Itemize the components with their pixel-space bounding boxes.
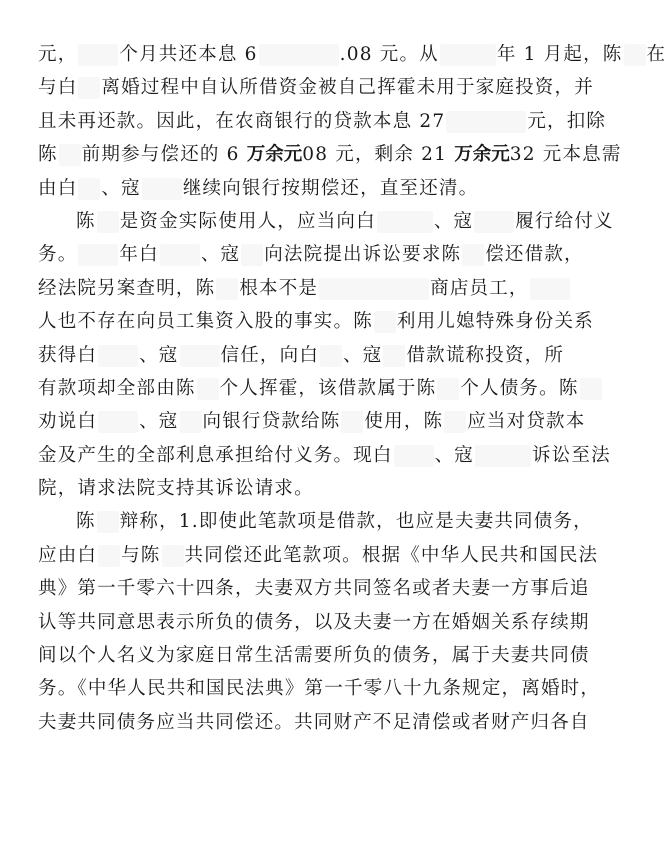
redaction-block [142,178,182,200]
text-segment: 、寇 [433,210,474,232]
text-segment: 且未再还款。因此，在农商银行的贷款本息 27 [38,110,446,132]
text-line [38,138,622,171]
redaction-block [59,144,81,166]
redaction-block [320,345,342,367]
text-segment: 、寇 [139,344,179,366]
text-segment: 个人债务。陈 [460,377,579,399]
text-line [38,339,602,372]
text-segment: 人也不存在向员工集资入股的事实。陈 [38,311,373,333]
redaction-block [160,244,200,266]
redaction-block [475,445,531,467]
redaction-block [197,378,219,400]
redaction-block [474,211,514,233]
text-line [38,105,607,138]
text-segment: 院，请求法院支持其诉讼请求。 [38,478,314,500]
text-line [38,238,602,271]
text-segment: 离婚过程中自认所借资金被自己挥霍未用于家庭投资，并 [101,77,594,99]
overlay-label: 万余元 [246,144,303,166]
text-line [38,439,611,472]
text-segment: 元，扣除 [527,110,607,132]
text-segment: 获得白 [38,344,98,366]
text-segment: 08 元，剩余 21 [302,144,455,166]
text-segment: 金及产生的全部利息承担给付义务。现白 [38,444,393,466]
text-segment: 向银行贷款给陈 [202,411,341,433]
text-line [38,505,602,538]
text-segment: 使用，陈 [364,411,444,433]
text-segment: 典》第一千零六十四条，夫妻双方共同签名或者夫妻一方事后追 [38,578,590,600]
text-segment: 务。《中华人民共和国民法典》第一千零八十九条规定，离婚时， [38,678,601,700]
text-segment: 、寇 [200,244,241,266]
redaction-block [78,44,118,66]
text-line [38,305,602,338]
redaction-block [377,211,433,233]
redaction-block [462,244,484,266]
text-segment: 32 元本息需 [509,144,622,166]
text-segment: 与陈 [121,544,161,566]
redaction-block [180,411,202,433]
redaction-block [394,445,434,467]
redaction-block [180,345,220,367]
text-segment: 借款谎称投资，所 [406,344,565,366]
redaction-block [580,378,602,400]
text-segment: 利用儿媳特殊身份关系 [396,311,594,333]
text-segment: 前期参与偿还的 6 [81,144,247,166]
text-line [38,38,666,71]
text-segment: 陈 [38,144,58,166]
redaction-block [98,345,138,367]
redaction-block [444,411,466,433]
redaction-block [241,244,263,266]
text-segment: 根本不是 [239,277,319,299]
redaction-block [383,345,405,367]
redaction-block [97,211,119,233]
text-line [38,172,602,205]
text-segment: .08 元。从 [339,44,439,65]
text-segment: 劝说白 [38,411,98,433]
text-segment: 陈 [76,210,96,232]
text-segment: 偿还借款， [485,244,584,266]
text-segment: 应由白 [38,544,98,566]
overlay-label: 万余元 [454,144,510,166]
redaction-block [440,44,496,66]
text-segment: 年 1 月起，陈 [496,44,623,65]
text-segment: 由白 [38,177,78,199]
text-segment: 继续向银行按期偿还，直至还清。 [182,177,479,199]
text-segment: 履行给付义 [515,210,614,232]
text-line [38,639,602,672]
text-segment: 间以个人名义为家庭日常生活需要所负的债务，属于夫妻共同债 [38,645,590,667]
text-line [38,272,602,305]
redaction-block [78,178,100,200]
redaction-block [530,278,570,300]
text-segment: 在 [646,44,666,65]
text-segment: 认等共同意思表示所负的债务，以及夫妻一方在婚姻关系存续期 [38,611,590,633]
text-segment: 有款项却全部由陈 [38,377,196,399]
text-line [38,372,602,405]
text-segment: 信任，向白 [220,344,320,366]
redaction-block [78,77,100,99]
text-segment: 诉讼至法 [532,444,611,466]
text-segment: 、寇 [343,344,383,366]
text-segment: 、寇 [139,411,179,433]
text-segment: 、寇 [434,444,475,466]
text-segment: 个月共还本息 6 [119,44,258,65]
text-segment: 陈 [76,511,96,533]
text-segment: 是资金实际使用人，应当向白 [119,210,376,232]
text-line [38,606,602,639]
redaction-block [78,244,118,266]
text-segment: 、寇 [101,177,141,199]
text-line [38,472,602,505]
text-line [38,672,602,705]
text-segment: 夫妻共同债务应当共同偿还。共同财产不足清偿或者财产归各自 [38,711,590,733]
text-line [38,71,602,104]
redaction-block [259,44,339,66]
redaction-block [437,378,459,400]
text-segment: 应当对贷款本 [467,411,586,433]
redaction-block [446,111,526,133]
text-segment: 个人挥霍，该借款属于陈 [219,377,437,399]
redaction-block [98,545,120,567]
redaction-block [319,278,429,300]
redaction-block [624,44,646,66]
text-line [38,572,602,605]
text-segment: 商店员工， [430,277,529,299]
redaction-block [98,411,138,433]
redaction-block [374,311,396,333]
redaction-block [162,545,184,567]
text-segment: 共同偿还此笔款项。根据《中华人民共和国民法 [184,544,599,566]
text-segment: 务。 [38,244,78,266]
text-line [38,205,614,238]
text-segment: 向法院提出诉讼要求陈 [264,244,462,266]
text-segment: 辩称，1.即使此笔款项是借款，也应是夫妻共同债务， [119,511,593,533]
text-line [38,706,602,739]
text-line [38,405,602,438]
text-line [38,539,602,572]
redaction-block [97,511,119,533]
redaction-block [216,278,238,300]
redaction-block [341,411,363,433]
text-segment: 年白 [119,244,159,266]
text-segment: 经法院另案查明，陈 [38,277,216,299]
text-segment: 与白 [38,77,78,99]
text-segment: 元， [38,44,78,65]
